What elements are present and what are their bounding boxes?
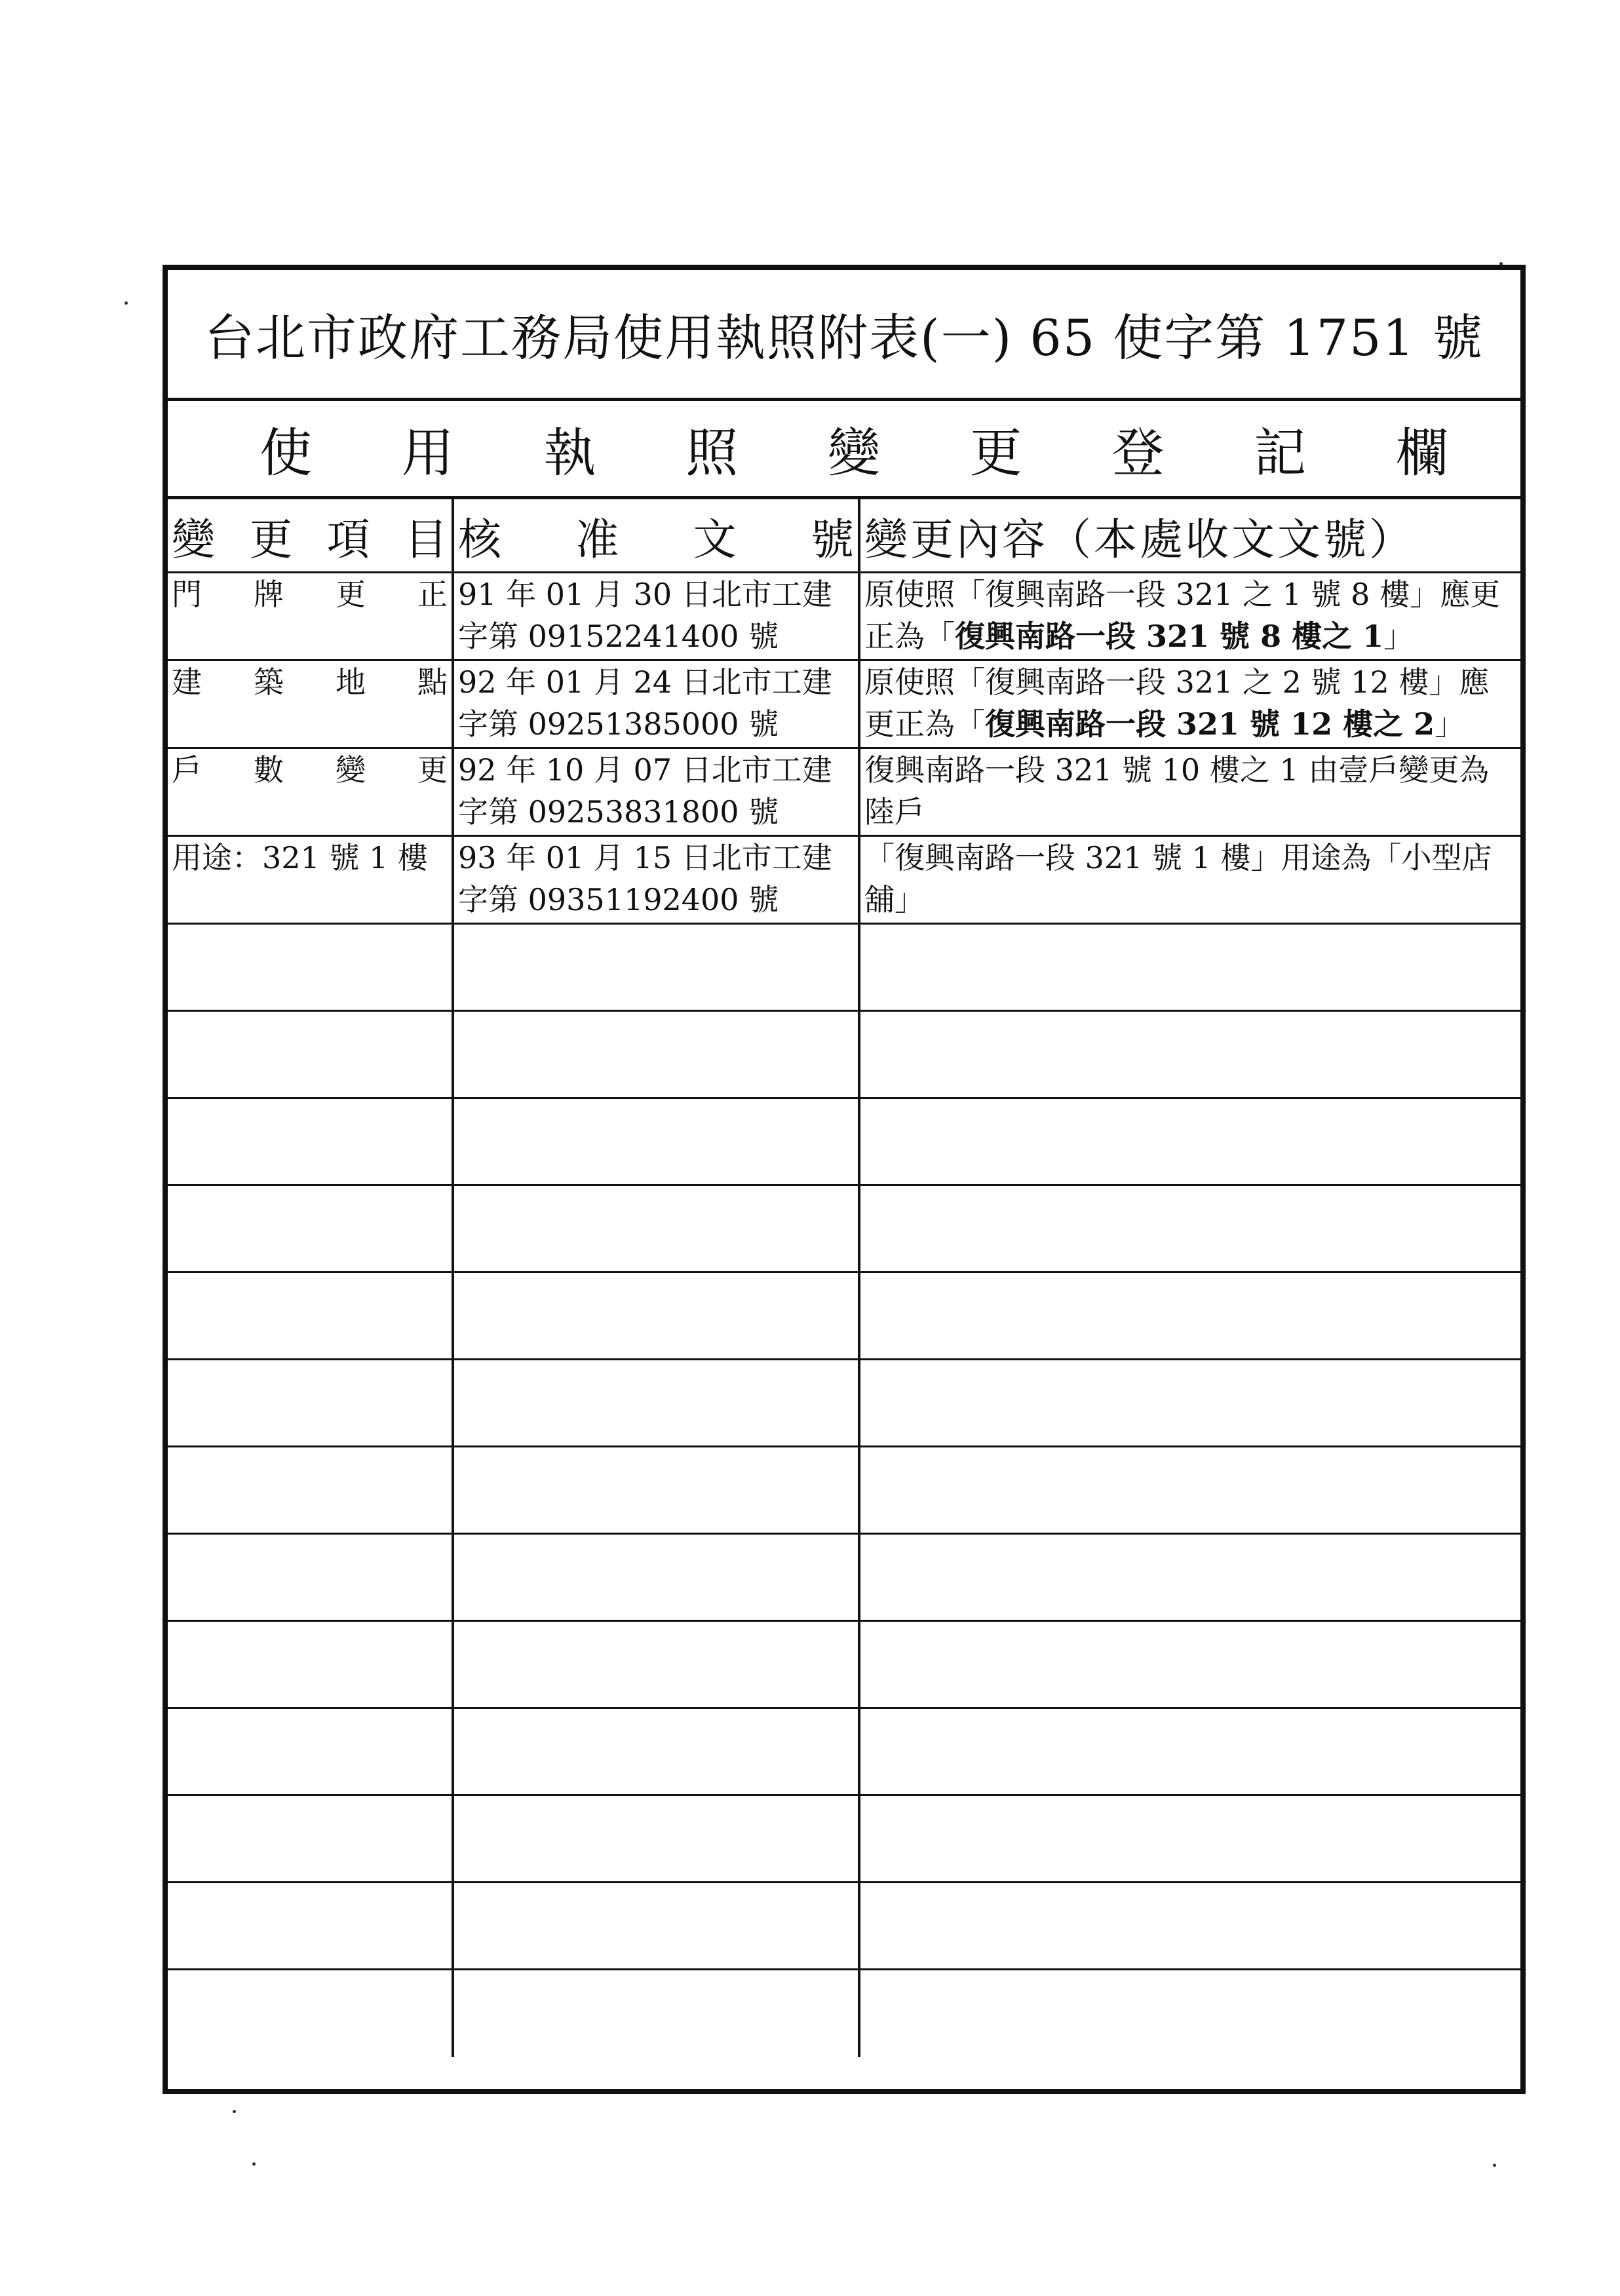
blank-cell bbox=[453, 1360, 859, 1447]
change-content-cell bbox=[859, 660, 1520, 748]
blank-cell bbox=[168, 1272, 453, 1360]
blank-cell bbox=[453, 1447, 859, 1534]
content-text: 原使照「復興南路一段 321 之 2 號 12 樓」應更正為「 bbox=[864, 664, 1490, 742]
blank-cell bbox=[859, 1447, 1520, 1534]
blank-cell bbox=[859, 1883, 1520, 1970]
blank-row bbox=[168, 1185, 1520, 1272]
blank-row bbox=[168, 1795, 1520, 1883]
change-item-cell: 用途：321 號 1 樓 bbox=[168, 836, 453, 924]
change-content-cell bbox=[859, 748, 1520, 836]
content-text: 原使照「復興南路一段 321 之 1 號 8 樓」應更正為「 bbox=[864, 577, 1501, 654]
blank-cell bbox=[859, 1272, 1520, 1360]
blank-cell bbox=[168, 1011, 453, 1098]
header-approval-number bbox=[453, 499, 859, 573]
blank-cell bbox=[859, 1534, 1520, 1621]
table-row bbox=[168, 573, 1520, 660]
content-text-end: 」 bbox=[1435, 706, 1465, 742]
item-char: 點 bbox=[417, 664, 448, 700]
blank-row bbox=[168, 1708, 1520, 1795]
blank-row bbox=[168, 1534, 1520, 1621]
blank-cell bbox=[453, 1795, 859, 1883]
item-char: 更 bbox=[336, 577, 366, 612]
blank-cell bbox=[859, 924, 1520, 1011]
item-char: 建 bbox=[172, 664, 202, 700]
table-row bbox=[168, 836, 1520, 924]
scan-speck bbox=[252, 2162, 256, 2166]
blank-cell bbox=[168, 1534, 453, 1621]
blank-cell bbox=[453, 1272, 859, 1360]
blank-cell bbox=[168, 1708, 453, 1795]
item-char: 門 bbox=[172, 577, 202, 612]
blank-cell bbox=[453, 1708, 859, 1795]
blank-cell bbox=[859, 1360, 1520, 1447]
item-char: 築 bbox=[254, 664, 284, 700]
blank-cell bbox=[453, 1883, 859, 1970]
change-content-cell bbox=[859, 836, 1520, 924]
blank-row bbox=[168, 1970, 1520, 2057]
blank-cell bbox=[859, 1795, 1520, 1883]
content-bold-text: 復興南路一段 321 號 12 樓之 2 bbox=[985, 706, 1435, 742]
heading-char: 照 bbox=[685, 423, 739, 484]
item-char: 戶 bbox=[172, 752, 202, 788]
change-item-cell bbox=[168, 660, 453, 748]
document-title: 台北市政府工務局使用執照附表(一) 65 使字第 1751 號 bbox=[168, 270, 1520, 401]
heading-char: 欄 bbox=[1396, 423, 1448, 484]
approval-number-cell: 92 年 01 月 24 日北市工建字第 09251385000 號 bbox=[453, 660, 859, 748]
change-item-cell bbox=[168, 748, 453, 836]
blank-row bbox=[168, 924, 1520, 1011]
blank-cell bbox=[168, 1098, 453, 1185]
heading-char: 登 bbox=[1111, 423, 1165, 484]
blank-cell bbox=[453, 1185, 859, 1272]
content-text: 復興南路一段 321 號 10 樓之 1 由壹戶變更為陸戶 bbox=[864, 752, 1490, 830]
blank-cell bbox=[453, 1970, 859, 2057]
blank-cell bbox=[859, 1098, 1520, 1185]
item-char: 更 bbox=[417, 752, 448, 788]
section-heading bbox=[168, 401, 1520, 499]
blank-row bbox=[168, 1098, 1520, 1185]
change-register-table bbox=[168, 499, 1520, 2057]
header-char: 號 bbox=[810, 514, 854, 565]
heading-char: 變 bbox=[828, 423, 880, 484]
blank-row bbox=[168, 1883, 1520, 1970]
approval-number-cell: 92 年 10 月 07 日北市工建字第 09253831800 號 bbox=[453, 748, 859, 836]
blank-cell bbox=[453, 1534, 859, 1621]
item-char: 牌 bbox=[254, 577, 284, 612]
approval-number-cell: 93 年 01 月 15 日北市工建字第 09351192400 號 bbox=[453, 836, 859, 924]
scan-speck bbox=[125, 301, 128, 305]
item-char: 正 bbox=[417, 577, 448, 612]
blank-cell bbox=[168, 1621, 453, 1708]
header-char: 變 bbox=[172, 514, 215, 565]
blank-row bbox=[168, 1447, 1520, 1534]
header-char: 更 bbox=[249, 514, 293, 565]
heading-char: 更 bbox=[969, 423, 1022, 484]
table-header-row bbox=[168, 499, 1520, 573]
blank-cell bbox=[168, 1883, 453, 1970]
header-change-content: 變更內容（本處收文文號） bbox=[864, 514, 1415, 565]
header-change-item bbox=[168, 499, 453, 573]
blank-row bbox=[168, 1360, 1520, 1447]
blank-cell bbox=[168, 1185, 453, 1272]
blank-cell bbox=[859, 1185, 1520, 1272]
heading-char: 執 bbox=[543, 423, 596, 484]
scan-speck bbox=[1493, 2164, 1496, 2167]
blank-row bbox=[168, 1011, 1520, 1098]
item-char: 變 bbox=[336, 752, 366, 788]
heading-char: 用 bbox=[401, 423, 454, 484]
blank-cell bbox=[453, 924, 859, 1011]
header-char: 項 bbox=[326, 514, 370, 565]
header-char: 准 bbox=[575, 514, 619, 565]
blank-cell bbox=[168, 1970, 453, 2057]
blank-cell bbox=[859, 1708, 1520, 1795]
header-char: 文 bbox=[693, 514, 737, 565]
header-char: 核 bbox=[458, 514, 501, 565]
change-content-cell bbox=[859, 573, 1520, 660]
blank-row bbox=[168, 1621, 1520, 1708]
blank-cell bbox=[168, 1447, 453, 1534]
blank-row bbox=[168, 1272, 1520, 1360]
blank-cell bbox=[453, 1098, 859, 1185]
blank-cell bbox=[453, 1621, 859, 1708]
register-frame bbox=[163, 265, 1526, 2094]
content-bold-text: 復興南路一段 321 號 8 樓之 1 bbox=[955, 619, 1384, 654]
item-char: 地 bbox=[336, 664, 366, 700]
header-char: 目 bbox=[404, 514, 448, 565]
blank-cell bbox=[453, 1011, 859, 1098]
blank-cell bbox=[168, 1795, 453, 1883]
blank-cell bbox=[859, 1011, 1520, 1098]
table-row bbox=[168, 660, 1520, 748]
approval-number-cell: 91 年 01 月 30 日北市工建字第 09152241400 號 bbox=[453, 573, 859, 660]
blank-cell bbox=[859, 1970, 1520, 2057]
blank-cell bbox=[168, 1360, 453, 1447]
content-text-end: 」 bbox=[1383, 619, 1414, 654]
content-text: 「復興南路一段 321 號 1 樓」用途為「小型店舖」 bbox=[864, 840, 1492, 917]
heading-char: 記 bbox=[1254, 423, 1307, 484]
scan-speck bbox=[233, 2110, 236, 2113]
item-char: 數 bbox=[254, 752, 284, 788]
blank-cell bbox=[859, 1621, 1520, 1708]
blank-cell bbox=[168, 924, 453, 1011]
heading-char: 使 bbox=[260, 423, 312, 484]
change-item-cell bbox=[168, 573, 453, 660]
table-row bbox=[168, 748, 1520, 836]
